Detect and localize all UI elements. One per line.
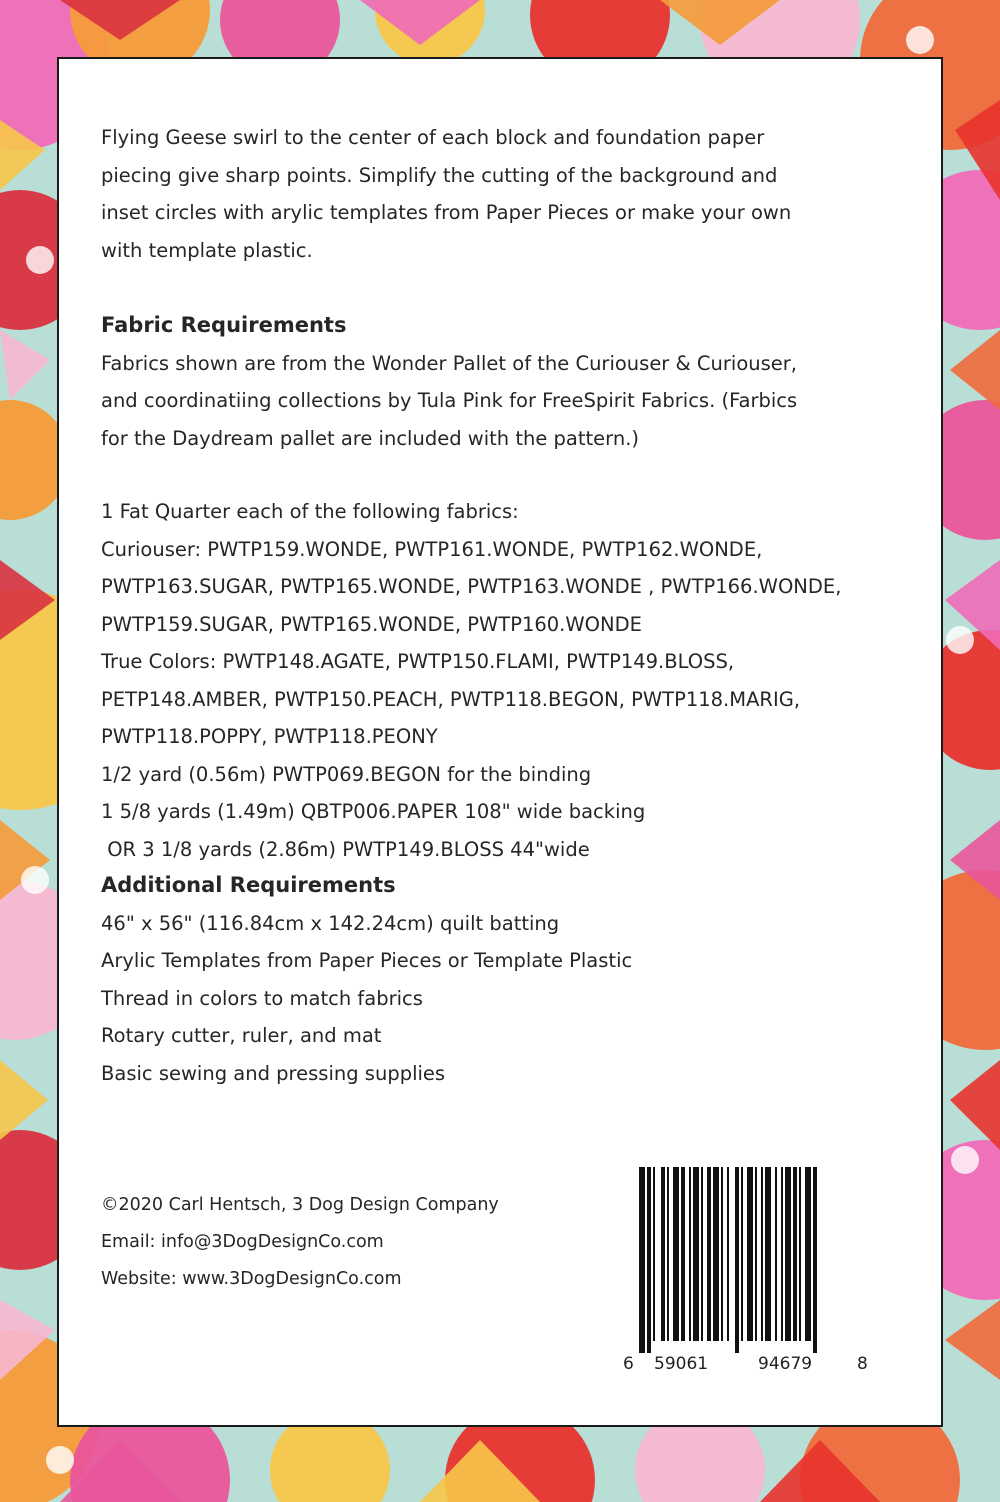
additional-requirements-heading: Additional Requirements [101, 873, 396, 897]
fabric-dot [21, 866, 49, 894]
barcode-bar [781, 1167, 783, 1341]
barcode-bar [793, 1167, 797, 1341]
barcode-bar [747, 1167, 753, 1341]
fabric-requirements-heading: Fabric Requirements [101, 313, 347, 337]
fabric-line: PWTP163.SUGAR, PWTP165.WONDE, PWTP163.WONDE , PWTP166.WONDE, [101, 575, 842, 598]
intro-line: piecing give sharp points. Simplify the cutting of the background and [101, 163, 778, 187]
email-text: Email: info@3DogDesignCo.com [101, 1232, 384, 1252]
fabric-dot [946, 626, 974, 654]
barcode-bar [681, 1167, 685, 1341]
fabric-requirements-section [101, 307, 921, 457]
fabric-line: PETP148.AMBER, PWTP150.PEACH, PWTP118.BEGON, PWTP118.MARIG, [101, 687, 801, 711]
barcode-bar [661, 1167, 665, 1341]
barcode-bar [735, 1167, 739, 1353]
requirement-line: Thread in colors to match fabrics [101, 986, 423, 1010]
fabric-line: 1 5/8 yards (1.49m) QBTP006.PAPER 108" wide backing [101, 800, 646, 823]
requirement-line: Arylic Templates from Paper Pieces or Template Plastic [101, 949, 633, 972]
barcode-digit: 6 [623, 1354, 634, 1374]
fabric-requirements-line: Fabrics shown are from the Wonder Pallet of the Curiouser & Curiouser, [101, 351, 798, 375]
fabric-line: PWTP159.SUGAR, PWTP165.WONDE, PWTP160.WONDE [101, 612, 642, 636]
barcode-bar [647, 1167, 651, 1353]
barcode-bar [785, 1167, 791, 1341]
fabric-dot [906, 26, 934, 54]
barcode-bar [775, 1167, 777, 1341]
content-panel [57, 57, 943, 1427]
barcode-bar [721, 1167, 723, 1341]
fabric-line: OR 3 1/8 yards (2.86m) PWTP149.BLOSS 44"wide [101, 837, 590, 861]
barcode [617, 1167, 869, 1377]
copyright-text: ©2020 Carl Hentsch, 3 Dog Design Company [101, 1195, 499, 1215]
requirement-line: Basic sewing and pressing supplies [101, 1061, 446, 1085]
barcode-digit: 59061 [654, 1354, 709, 1374]
barcode-bar [799, 1167, 801, 1341]
barcode-bar [765, 1167, 771, 1341]
fabric-line: True Colors: PWTP148.AGATE, PWTP150.FLAMI, PWTP149.BLOSS, [101, 650, 735, 673]
barcode-bar [673, 1167, 679, 1341]
fabric-requirements-line: and coordinatiing collections by Tula Pink for FreeSpirit Fabrics. (Farbics [101, 389, 798, 412]
intro-line: Flying Geese swirl to the center of each block and foundation paper [101, 126, 765, 149]
barcode-bar [667, 1167, 669, 1341]
barcode-bar [761, 1167, 763, 1341]
fabric-dot [951, 1146, 979, 1174]
barcode-bar [755, 1167, 757, 1341]
fabric-line: 1/2 yard (0.56m) PWTP069.BEGON for the binding [101, 762, 592, 786]
barcode-bar [693, 1167, 699, 1341]
barcode-bar [653, 1167, 655, 1341]
barcode-bar [813, 1167, 817, 1353]
barcode-bars [639, 1167, 817, 1353]
fabric-dot [46, 1446, 74, 1474]
intro-paragraph [101, 119, 921, 269]
intro-line: inset circles with arylic templates from Paper Pieces or make your own [101, 201, 792, 224]
requirement-line: Rotary cutter, ruler, and mat [101, 1024, 382, 1047]
fat-quarter-list [101, 493, 921, 868]
fabric-requirements-line: for the Daydream pallet are included with the pattern.) [101, 426, 640, 450]
requirement-line: 46" x 56" (116.84cm x 142.24cm) quilt batting [101, 911, 560, 935]
intro-line: with template plastic. [101, 238, 313, 262]
barcode-bar [741, 1167, 743, 1341]
fabric-dot [26, 246, 54, 274]
barcode-bar [727, 1167, 729, 1341]
barcode-bar [805, 1167, 811, 1341]
barcode-bar [701, 1167, 703, 1341]
barcode-digit: 8 [857, 1354, 868, 1374]
barcode-bar [707, 1167, 711, 1341]
barcode-bar [689, 1167, 691, 1341]
additional-requirements-section [101, 867, 921, 1092]
publisher-info [101, 1187, 499, 1298]
barcode-bar [713, 1167, 719, 1341]
barcode-bar [639, 1167, 645, 1353]
fabric-line: 1 Fat Quarter each of the following fabrics: [101, 500, 519, 523]
website-text: Website: www.3DogDesignCo.com [101, 1269, 402, 1289]
barcode-digit: 94679 [758, 1354, 813, 1374]
fabric-line: PWTP118.POPPY, PWTP118.PEONY [101, 725, 438, 748]
fabric-line: Curiouser: PWTP159.WONDE, PWTP161.WONDE, PWTP162.WONDE, [101, 537, 763, 561]
